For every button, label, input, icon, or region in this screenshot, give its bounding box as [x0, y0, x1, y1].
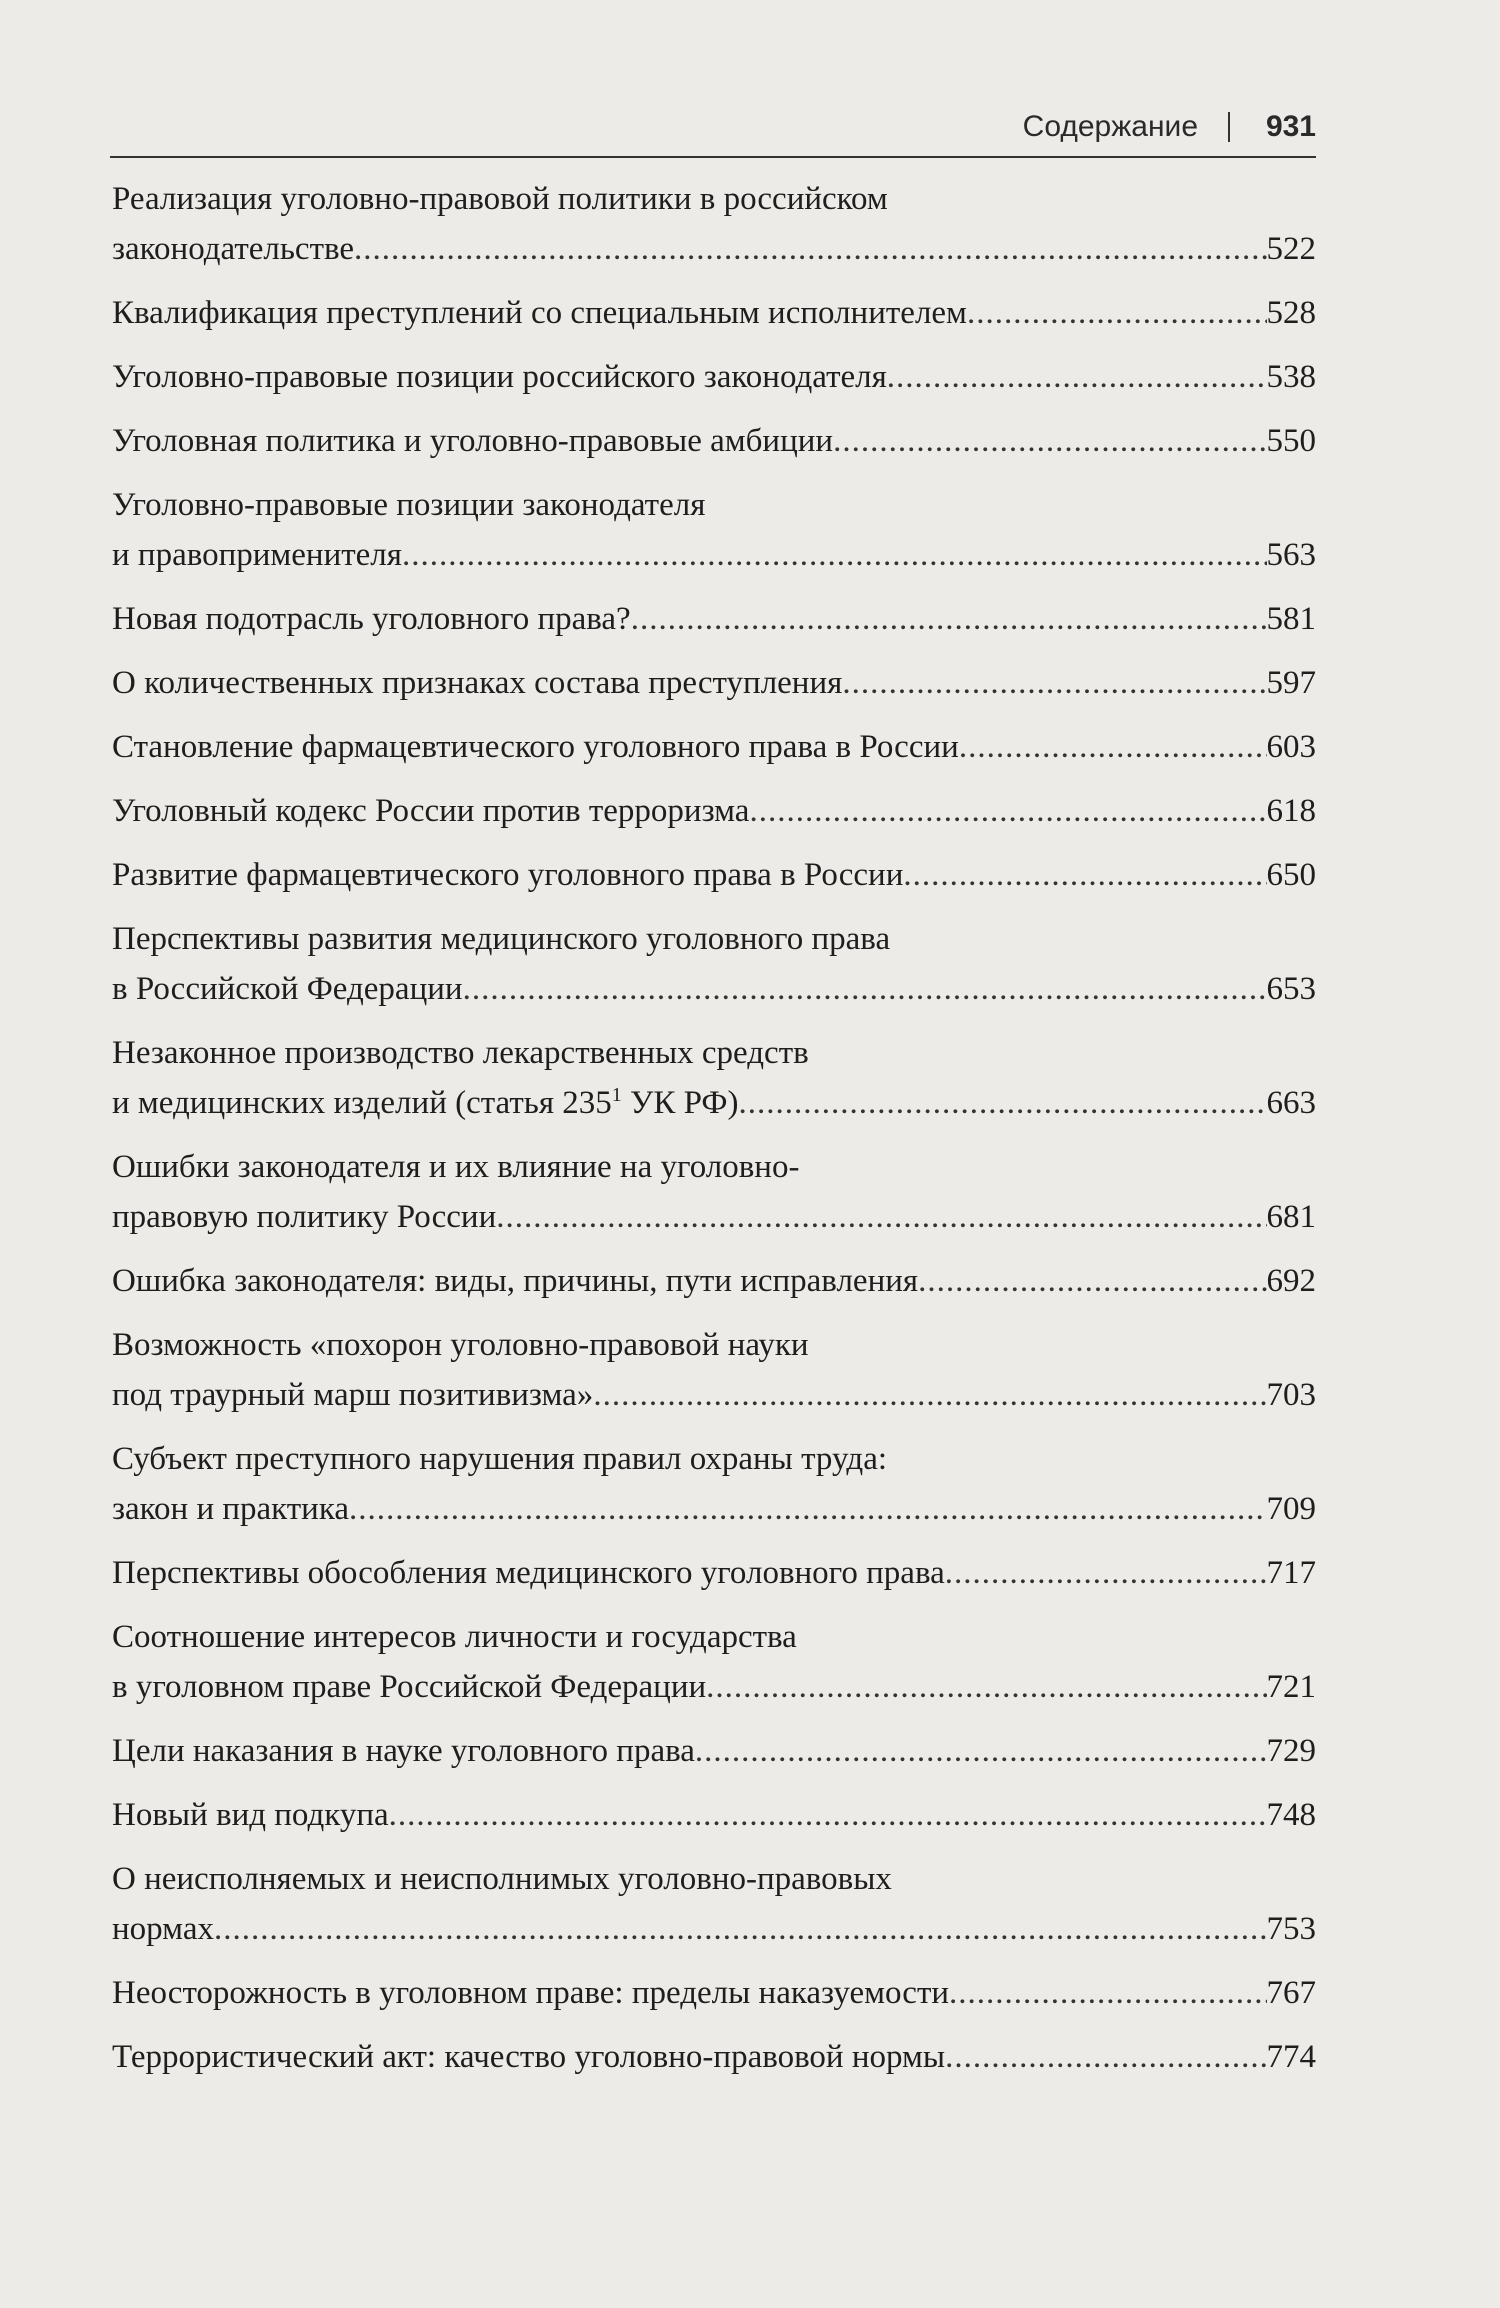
toc-entry-line — [112, 1968, 1316, 2018]
dot-leader — [949, 1968, 1266, 2018]
toc-entry-title — [112, 594, 631, 644]
toc-entry-page-number: 597 — [1266, 665, 1316, 701]
dot-leader — [706, 1662, 1266, 1712]
toc-entry — [112, 1968, 1316, 2018]
dot-leader — [959, 722, 1267, 772]
toc-entry-title — [112, 1548, 945, 1598]
toc-entry — [112, 352, 1316, 402]
header-title: Содержание — [1022, 110, 1198, 143]
toc-entry-title-text: под траурный марш позитивизма» — [112, 1377, 594, 1413]
toc-entry-title — [112, 964, 463, 1014]
toc-entry-page-number: 703 — [1266, 1377, 1316, 1413]
toc-entry — [112, 594, 1316, 644]
toc-entry-line — [112, 1078, 1316, 1128]
toc-entry-line — [112, 786, 1316, 836]
page-number: 931 — [1265, 110, 1316, 143]
toc-entry-title — [112, 1904, 214, 1954]
toc-entry-title-text: Уголовный кодекс России против терроризма — [112, 793, 750, 829]
toc-entry-line — [112, 416, 1316, 466]
toc-entry — [112, 1028, 1316, 1128]
dot-leader — [463, 964, 1267, 1014]
toc-entry-title-text: Террористический акт: качество уголовно-правовой нормы — [112, 2039, 946, 2075]
toc-entry-first-line: Соотношение интересов личности и государства — [112, 1619, 797, 1655]
toc-entry-page-number: 618 — [1266, 793, 1316, 829]
toc-entry-title — [112, 1726, 695, 1776]
toc-entry-title — [112, 722, 959, 772]
toc-entry-title-text: и правоприменителя — [112, 537, 402, 573]
toc-entry-page-number: 748 — [1266, 1797, 1316, 1833]
toc-entry-first-line: Ошибки законодателя и их влияние на уголовно- — [112, 1149, 800, 1185]
toc-entry-page-number: 717 — [1266, 1555, 1316, 1591]
toc-entry-title-text: и медицинских изделий (статья 235 — [112, 1085, 612, 1121]
toc-entry-title-text: Развитие фармацевтического уголовного права в России — [112, 857, 904, 893]
toc-entry-line — [112, 1548, 1316, 1598]
toc-entry-title — [112, 352, 887, 402]
toc-entry-title-text: Ошибка законодателя: виды, причины, пути исправления — [112, 1263, 919, 1299]
toc-entry-title — [112, 1662, 706, 1712]
toc-entry-line — [112, 2032, 1316, 2082]
toc-entry — [112, 722, 1316, 772]
toc-entry-page-number: 653 — [1266, 971, 1316, 1007]
dot-leader — [695, 1726, 1267, 1776]
toc-entry-line — [112, 1726, 1316, 1776]
toc-entry — [112, 1142, 1316, 1242]
toc-entry-first-line: Возможность «похорон уголовно-правовой науки — [112, 1327, 809, 1363]
toc-entry-page-number: 538 — [1266, 359, 1316, 395]
toc-entry-page-number: 550 — [1266, 423, 1316, 459]
toc-entry-title-text: Уголовная политика и уголовно-правовые амбиции — [112, 423, 834, 459]
toc-entry-page-number: 563 — [1266, 537, 1316, 573]
toc-entry-title — [112, 1256, 918, 1306]
toc-entry — [112, 1854, 1316, 1954]
toc-entry-title-suffix: УК РФ) — [621, 1085, 739, 1121]
toc-entry-first-line: О неисполняемых и неисполнимых уголовно-правовых — [112, 1861, 892, 1897]
toc-entry-title-text: закон и практика — [112, 1491, 350, 1527]
toc-entry-page-number: 581 — [1266, 601, 1316, 637]
toc-entry — [112, 658, 1316, 708]
toc-entry-title — [112, 1484, 349, 1534]
toc-entry-first-line: Перспективы развития медицинского уголовного права — [112, 921, 891, 957]
toc-entry-title-text: Неосторожность в уголовном праве: пределы наказуемости — [112, 1975, 950, 2011]
toc-entry — [112, 416, 1316, 466]
toc-entry-title — [112, 1192, 496, 1242]
dot-leader — [593, 1370, 1266, 1420]
toc-entry — [112, 1548, 1316, 1598]
toc-entry-page-number: 603 — [1266, 729, 1316, 765]
toc-entry — [112, 1612, 1316, 1712]
toc-entry-line — [112, 1256, 1316, 1306]
toc-entry-title-text: Новая подотрасль уголовного права? — [112, 601, 631, 637]
toc-entry-line — [112, 1484, 1316, 1534]
toc-entry-title — [112, 1078, 739, 1128]
toc-entry-first-line: Субъект преступного нарушения правил охраны труда: — [112, 1441, 888, 1477]
toc-entry-title — [112, 224, 354, 274]
toc-entry-line — [112, 224, 1316, 274]
dot-leader — [945, 2032, 1266, 2082]
toc-entry — [112, 786, 1316, 836]
dot-leader — [389, 1790, 1267, 1840]
toc-entry-first-line: Уголовно-правовые позиции законодателя — [112, 487, 706, 523]
dot-leader — [631, 594, 1267, 644]
dot-leader — [903, 850, 1266, 900]
dot-leader — [833, 416, 1266, 466]
toc-entry-title-text: Цели наказания в науке уголовного права — [112, 1733, 695, 1769]
dot-leader — [887, 352, 1267, 402]
toc-entry — [112, 288, 1316, 338]
toc-entry-page-number: 774 — [1266, 2039, 1316, 2075]
dot-leader — [354, 224, 1266, 274]
dot-leader — [214, 1904, 1267, 1954]
toc-entry-line — [112, 722, 1316, 772]
toc-entry-page-number: 721 — [1266, 1669, 1316, 1705]
toc-entry-title-text: Становление фармацевтического уголовного права в России — [112, 729, 959, 765]
dot-leader — [967, 288, 1267, 338]
toc-entry-page-number: 528 — [1266, 295, 1316, 331]
toc-entry-page-number: 663 — [1266, 1085, 1316, 1121]
toc-entry-line — [112, 1192, 1316, 1242]
toc-entry-first-line: Реализация уголовно-правовой политики в российском — [112, 181, 888, 217]
toc-entry-page-number: 729 — [1266, 1733, 1316, 1769]
toc-entry-line — [112, 594, 1316, 644]
toc-entry-page-number: 650 — [1266, 857, 1316, 893]
dot-leader — [945, 1548, 1267, 1598]
toc-entry-line — [112, 530, 1316, 580]
dot-leader — [739, 1078, 1267, 1128]
toc-entry — [112, 1434, 1316, 1534]
toc-entry-line — [112, 1662, 1316, 1712]
toc-entry-page-number: 767 — [1266, 1975, 1316, 2011]
running-header — [110, 104, 1316, 158]
toc-entry-title-text: законодательстве — [112, 231, 355, 267]
toc-entry — [112, 174, 1316, 274]
toc-entry-page-number: 753 — [1266, 1911, 1316, 1947]
toc-entry-first-line: Незаконное производство лекарственных средств — [112, 1035, 809, 1071]
dot-leader — [918, 1256, 1266, 1306]
toc-entry-title-text: правовую политику России — [112, 1199, 497, 1235]
toc-entry-title-text: нормах — [112, 1911, 214, 1947]
toc-entry-page-number: 692 — [1266, 1263, 1316, 1299]
toc-entry-line — [112, 658, 1316, 708]
toc-entry-title-text: Уголовно-правовые позиции российского законодателя — [112, 359, 887, 395]
toc-entry-title-text: Перспективы обособления медицинского уголовного права — [112, 1555, 945, 1591]
toc-entry-page-number: 709 — [1266, 1491, 1316, 1527]
toc-entry-line — [112, 352, 1316, 402]
toc-entry — [112, 480, 1316, 580]
toc-entry-superscript: 1 — [611, 1084, 622, 1106]
toc-entry-line — [112, 1790, 1316, 1840]
toc-entry — [112, 1726, 1316, 1776]
header-separator — [1228, 112, 1230, 142]
toc-entry-title-text: в уголовном праве Российской Федерации — [112, 1669, 707, 1705]
toc-entry — [112, 1256, 1316, 1306]
toc-entry-line — [112, 850, 1316, 900]
toc-entry-title-text: О количественных признаках состава преступления — [112, 665, 843, 701]
dot-leader — [842, 658, 1266, 708]
toc-entry-title — [112, 1968, 949, 2018]
toc-entry-title-text: Новый вид подкупа — [112, 1797, 389, 1833]
dot-leader — [349, 1484, 1266, 1534]
toc-entry-title-text: в Российской Федерации — [112, 971, 463, 1007]
toc-entry-title — [112, 786, 749, 836]
toc-entry-title — [112, 1370, 593, 1420]
toc-entry-title — [112, 2032, 945, 2082]
toc-entry-title — [112, 1790, 389, 1840]
toc-entry-title — [112, 850, 903, 900]
dot-leader — [496, 1192, 1266, 1242]
toc-entry-page-number: 522 — [1266, 231, 1316, 267]
toc-entry — [112, 850, 1316, 900]
dot-leader — [402, 530, 1267, 580]
toc-entry-title — [112, 530, 402, 580]
toc-entry — [112, 914, 1316, 1014]
toc-entry — [112, 2032, 1316, 2082]
toc-entry — [112, 1320, 1316, 1420]
dot-leader — [749, 786, 1266, 836]
toc-entry — [112, 1790, 1316, 1840]
toc-entry-title — [112, 658, 842, 708]
toc-entry-title — [112, 288, 967, 338]
table-of-contents — [112, 174, 1316, 2096]
toc-entry-line — [112, 964, 1316, 1014]
toc-entry-line — [112, 288, 1316, 338]
toc-entry-title-text: Квалификация преступлений со специальным исполнителем — [112, 295, 967, 331]
toc-entry-line — [112, 1904, 1316, 1954]
toc-entry-page-number: 681 — [1266, 1199, 1316, 1235]
toc-entry-line — [112, 1370, 1316, 1420]
toc-entry-title — [112, 416, 833, 466]
